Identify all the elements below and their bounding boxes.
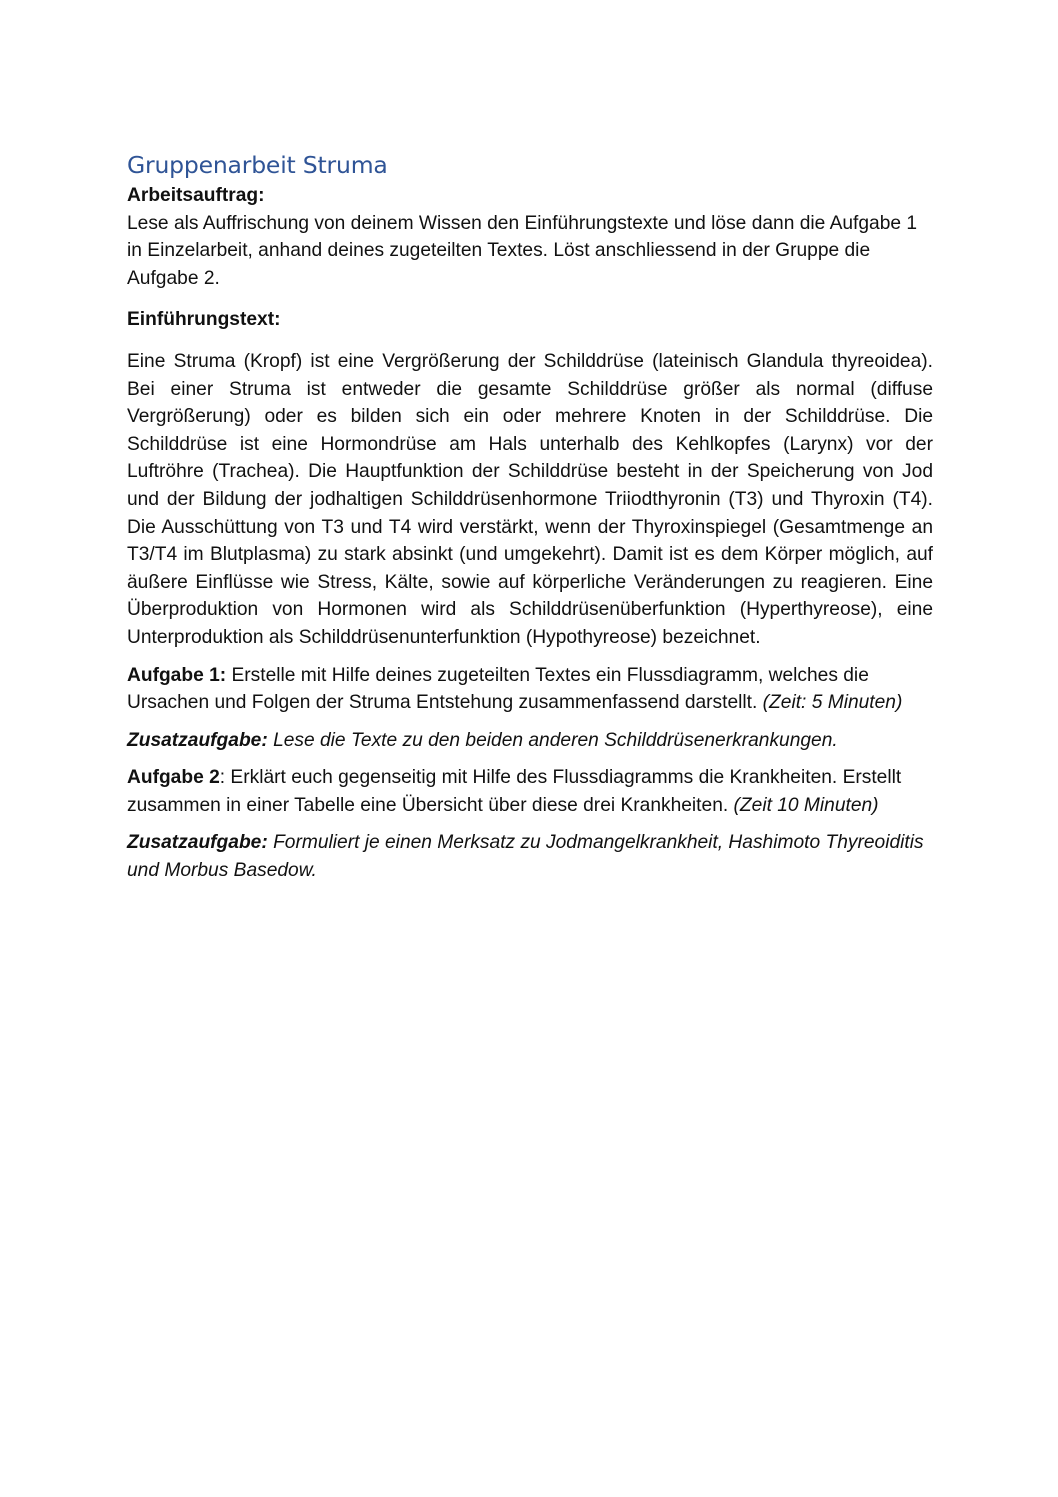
aufgabe2-label: Aufgabe 2 xyxy=(127,767,220,789)
zusatz2-text: Formuliert je einen Merksatz zu Jodmangelkrankheit, Hashimoto Thyreoiditis und Morbus Basedow. xyxy=(127,832,924,882)
aufgabe1-text: Erstelle mit Hilfe deines zugeteilten Textes ein Flussdiagramm, welches die Ursachen und Folgen der Struma Entstehung zusammenfassend darstellt. xyxy=(127,664,869,714)
einfuehrung-text: Eine Struma (Kropf) ist eine Vergrößerung der Schilddrüse (lateinisch Glandula thyreoidea). Bei einer Struma ist entweder die gesamte Schilddrüse größer als normal (diffuse Vergrößerung) oder es bilden sich ein oder mehrere Knoten in der Schilddrüse. Die Schilddrüse ist eine Hormondrüse am Hals unterhalb des Kehlkopfes (Larynx) vor der Luftröhre (Trachea). Die Hauptfunktion der Schilddrüse besteht in der Speicherung von Jod und der Bildung der jodhaltigen Schilddrüsenhormone Triiodthyronin (T3) und Thyroxin (T4). Die Ausschüttung von T3 und T4 wird verstärkt, wenn der Thyroxinspiegel (Gesamtmenge an T3/T4 im Blutplasma) zu stark absinkt (und umgekehrt). Damit ist es dem Körper möglich, auf äußere Einflüsse wie Stress, Kälte, sowie auf körperliche Veränderungen zu reagieren. Eine Überproduktion von Hormonen wird als Schilddrüsenüberfunktion (Hyperthyreose), eine Unterproduktion als Schilddrüsenunterfunktion (Hypothyreose) bezeichnet. xyxy=(127,350,933,648)
zusatz1-text: Lese die Texte zu den beiden anderen Schilddrüsenerkrankungen. xyxy=(267,729,838,751)
zusatz2-section xyxy=(127,829,933,884)
aufgabe2-text: : Erklärt euch gegenseitig mit Hilfe des Flussdiagramms die Krankheiten. Erstellt zusammen in einer Tabelle eine Übersicht über diese drei Krankheiten. xyxy=(127,767,902,816)
aufgabe1-label: Aufgabe 1: xyxy=(127,664,227,686)
einfuehrung-heading xyxy=(127,306,933,334)
arbeitsauftrag-text: Lese als Auffrischung von deinem Wissen den Einführungstexte und löse dann die Aufgabe 1 in Einzelarbeit, anhand deines zugeteilten Textes. Löst anschliessend in der Gruppe die Aufgabe 2. xyxy=(127,212,918,289)
zusatz1-label: Zusatzaufgabe: xyxy=(127,729,268,751)
einfuehrung-label: Einführungstext: xyxy=(127,309,281,331)
document-title: Gruppenarbeit Struma xyxy=(127,151,388,179)
aufgabe2-time: (Zeit 10 Minuten) xyxy=(733,794,879,816)
document-content xyxy=(127,148,933,885)
zusatz2-label: Zusatzaufgabe: xyxy=(127,832,268,854)
zusatz1-section xyxy=(127,727,933,755)
aufgabe1-time: (Zeit: 5 Minuten) xyxy=(762,692,903,714)
aufgabe1-section xyxy=(127,662,933,717)
arbeitsauftrag-label: Arbeitsauftrag: xyxy=(127,185,265,206)
aufgabe2-section xyxy=(127,764,933,819)
arbeitsauftrag-section xyxy=(127,182,933,292)
